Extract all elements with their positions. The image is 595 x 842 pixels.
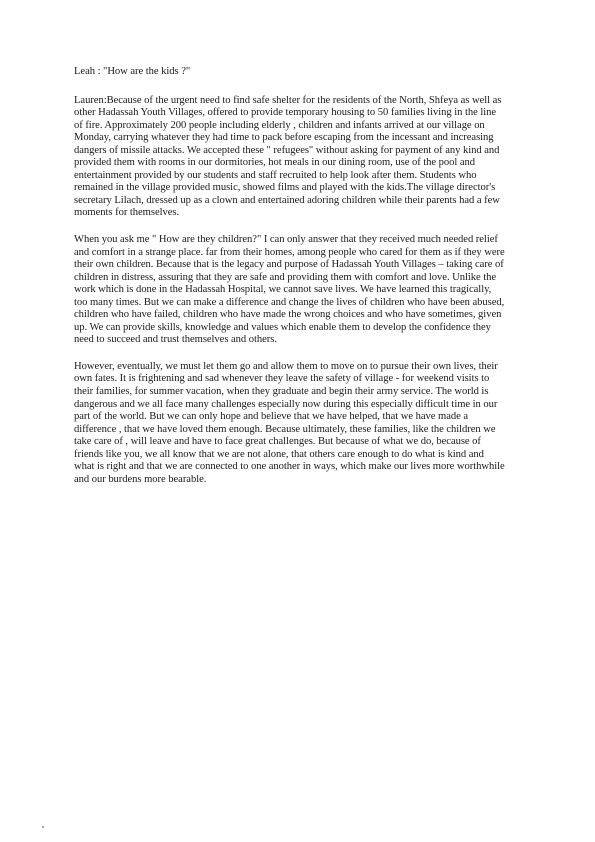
- paragraph-letting-go: However, eventually, we must let them go and allow them to move on to pursue their own lives, their own fates. It is frightening and sad whenever they leave the safety of village - for weekend visits to their families, for summer vacation, when they graduate and begin their army service. The world is dangerous and we all face many challenges especially now during this especially difficult time in our part of the world. But we can only hope and believe that we have helped, that we have made a difference , that we have loved them enough. Because ultimately, these families, like the children we take care of , will leave and have to face great challenges. But because of what we do, because of friends like you, we all know that we are not alone, that others care enough to do what is kind and what is right and that we are connected to one another in ways, which make our lives more worthwhile and our burdens more bearable.: [74, 360, 505, 485]
- dialogue-heading: Leah : "How are the kids ?": [74, 66, 191, 77]
- paragraph-shelter: Lauren:Because of the urgent need to find safe shelter for the residents of the North, Shfeya as well as other Hadassah Youth Villages, offered to provide temporary housing to 50 families living in the line of fire. Approximately 200 people including elderly , children and infants arrived at our village on Monday, carrying whatever they had time to pack before escaping from the incessant and increasing dangers of missile attacks. We accepted these " refugees" without asking for payment of any kind and provided them with rooms in our dormitories, hot meals in our dining room, use of the pool and entertainment provided by our students and staff recruited to help look after them. Students who remained in the village provided music, showed films and played with the kids.The village director's secretary Lilach, dressed up as a clown and entertained adoring children while their parents had a few moments for themselves.: [74, 94, 502, 219]
- letter-body: [74, 66, 506, 500]
- scan-speck: [42, 826, 44, 828]
- paragraph-how-are-children: When you ask me " How are they children?" I can only answer that they received much needed relief and comfort in a strange place. far from their homes, among people who cared for them as if they were their own children. Because that is the legacy and purpose of Hadassah Youth Villages – taking care of children in distress, assuring that they are safe and providing them with comfort and love. Unlike the work which is done in the Hadassah Hospital, we cannot save lives. We have learned this tragically, too many times. But we can make a difference and change the lives of children who have been abused, children who have failed, children who have made the wrong choices and who have sometimes, given up. We can provide skills, knowledge and values which enable them to develop the confidence they need to succeed and trust themselves and others.: [74, 234, 505, 346]
